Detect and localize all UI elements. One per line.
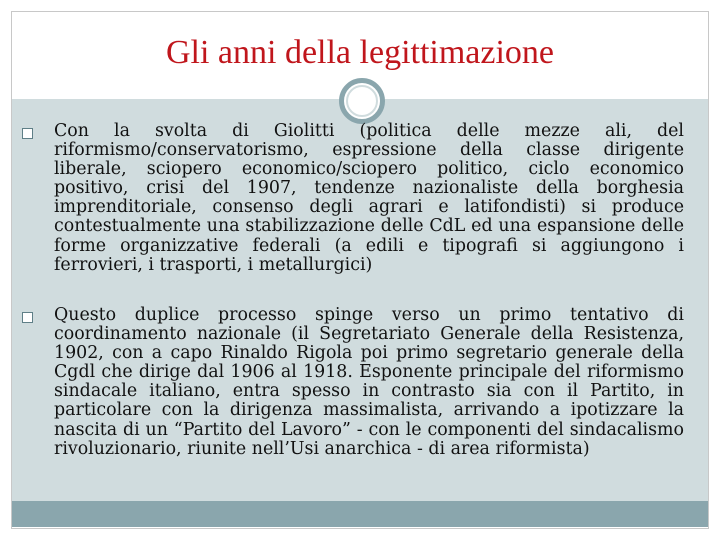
bullet-text-1: Con la svolta di Giolitti (politica delle mezze ali, del riformismo/conservatorismo, espressione della classe dirigente liberale, sciopero economico/sciopero politico, ciclo economico positivo, crisi del 1907, tendenze nazionaliste della borghesia imprenditoriale, consenso degli agrari e latifondisti) si produce contestualmente una stabilizzazione delle CdL ed una espansione delle forme organizzative federali (a edili e tipografi si aggiungono i ferrovieri, i trasporti, i metallurgici) <box>54 121 684 275</box>
square-bullet-icon <box>22 128 33 139</box>
bullet-item-1 <box>22 122 684 275</box>
square-bullet-icon <box>22 312 33 323</box>
ring-ornament-inner <box>346 85 378 117</box>
footer-band <box>12 501 708 527</box>
bullet-text-2: Questo duplice processo spinge verso un primo tentativo di coordinamento nazionale (il Segretariato Generale della Resistenza, 1902, con a capo Rinaldo Rigola poi primo segretario generale della Cgdl che dirige dal 1906 al 1918. Esponente principale del riformismo sindacale italiano, entra spesso in contrasto sia con il Partito, in particolare con la dirigenza massimalista, arrivando a ipotizzare la nascita di un “Partito del Lavoro” - con le componenti del sindacalismo rivoluzionario, riunite nell’Usi anarchica - di area riformista) <box>54 305 684 459</box>
slide-title: Gli anni della legittimazione <box>165 34 555 71</box>
bullet-item-2 <box>22 306 684 459</box>
